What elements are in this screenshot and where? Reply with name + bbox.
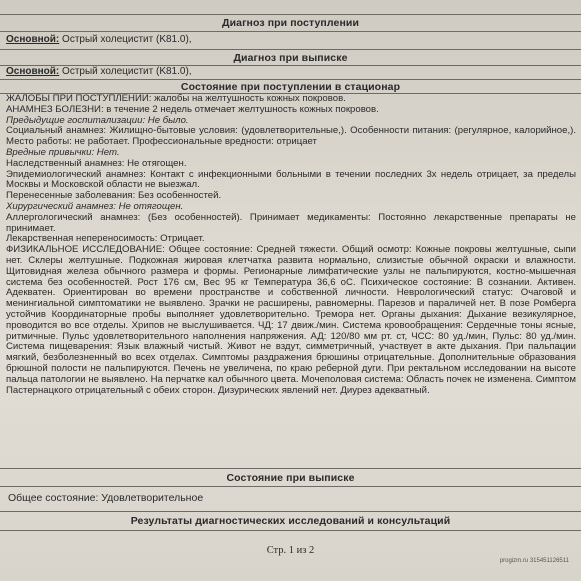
divider xyxy=(0,468,581,469)
diagnosis-value: Острый холецистит (K81.0), xyxy=(62,34,192,45)
results-heading: Результаты диагностических исследований и консультаций xyxy=(130,515,451,527)
drug-intolerance-text: Лекарственная непереносимость: Отрицает. xyxy=(6,233,205,245)
surgical-history-text: Хирургический анамнез: Не отягощен. xyxy=(6,200,184,212)
epidemiology-text: Эпидемиологический анамнез: Контакт с инфекционными больными в течении последних 3х недель отрицает, за пределы Москвы и Московской области не выезжал. xyxy=(6,168,576,191)
diagnosis-label: Основной: xyxy=(6,66,60,77)
admission-state-body xyxy=(6,94,576,396)
anamnesis-text: АНАМНЕЗ БОЛЕЗНИ: в течение 2 недель отмечает желтушность кожных покровов. xyxy=(6,103,379,115)
habits-text: Вредные привычки: Нет. xyxy=(6,146,120,158)
diagnosis-value: Острый холецистит (K81.0), xyxy=(62,66,192,77)
past-diseases-text: Перенесенные заболевания: Без особенностей. xyxy=(6,190,222,202)
discharge-diagnosis-row xyxy=(6,66,192,77)
admission-state-heading: Состояние при поступлении в стационар xyxy=(180,81,401,93)
discharge-diagnosis-heading: Диагноз при выписке xyxy=(233,52,348,64)
divider xyxy=(0,31,581,32)
social-anamnesis-text: Социальный анамнез: Жилищно-бытовые условия: (удовлетворительные,). Особенности питания: (регулярное, калорийное,). Место работы: не работает. Профессиональные вредности: отрицает xyxy=(6,125,576,148)
footer-code: progizm.ru 315451126511 xyxy=(499,558,569,564)
discharge-state-heading: Состояние при выписке xyxy=(226,472,355,484)
divider xyxy=(0,79,581,80)
allergy-text: Аллергологический анамнез: (Без особенностей). Принимает медикаменты: Постоянно лекарственные препараты не принимает. xyxy=(6,211,576,234)
page-number: Стр. 1 из 2 xyxy=(266,545,315,556)
physical-exam-text: ФИЗИКАЛЬНОЕ ИССЛЕДОВАНИЕ: Общее состояние: Средней тяжести. Общий осмотр: Кожные покровы желтушные, сыпи нет. Склеры желтушные. Подкожная жировая клетчатка развита нормально, слизистые обычной окраски и влажности. Щитовидная железа обычного размера и формы. Регионарные лимфатические узлы не пальпируются, костно-мышечная система без особенностей. Рост 176 см, Вес 95 кг Температура 36,6 oC. Психическое состояние: В сознании. Активен. Адекватен. Ориентирован во времени пространстве и собственной личности. Неврологический статус: Очаговой и менингиальной симптоматики не выявлено. Зрачки не расширены, равномерны. Парезов и параличей нет. В позе Ромберга устойчив Координаторные пробы выполняет удовлетворительно. Тремора нет. Органы дыхания: Дыхание везикулярное, проводится во все отделы. Хрипов не выслушивается. ЧД: 17 движ./мин. Система кровообращения: Сердечные тоны ясные, ритмичные. Пульс удовлетворительного наполнения напряжения. АД: 120/80 мм рт. ст, ЧСС: 80 уд./мин, Пульс: 80 уд./мин. Система пищеварения: Язык влажный чистый. Живот не вздут, симметричный, участвует в акте дыхания. При пальпации мягкий, безболезненный во всех отделах. Симптомы раздражения брюшины отрицательные. Дополнительные образования брюшной полости не пальпируются. Печень не увеличена, по краю реберной дуги. При ректальном исследовании на высоте пальца патологии не выявлено. На перчатке кал обычного цвета. Мочеполовая система: Область почек не изменена. Симптом Пастернацкого отрицательный с обеих сторон. Дизурических явлений нет. Диурез адекватный. xyxy=(6,244,576,396)
divider xyxy=(0,49,581,50)
divider xyxy=(0,14,581,15)
admission-diagnosis-row xyxy=(6,34,192,45)
diagnosis-label: Основной: xyxy=(6,34,60,45)
divider xyxy=(0,511,581,512)
complaints-text: ЖАЛОБЫ ПРИ ПОСТУПЛЕНИИ: жалобы на желтушность кожных покровов. xyxy=(6,93,346,104)
divider xyxy=(0,530,581,531)
admission-diagnosis-heading: Диагноз при поступлении xyxy=(222,17,359,29)
discharge-general-state: Общее состояние: Удовлетворительное xyxy=(8,492,204,504)
divider xyxy=(0,486,581,487)
hospitalizations-text: Предыдущие госпитализации: Не было. xyxy=(6,114,189,126)
hereditary-text: Наследственный анамнез: Не отягощен. xyxy=(6,157,187,169)
